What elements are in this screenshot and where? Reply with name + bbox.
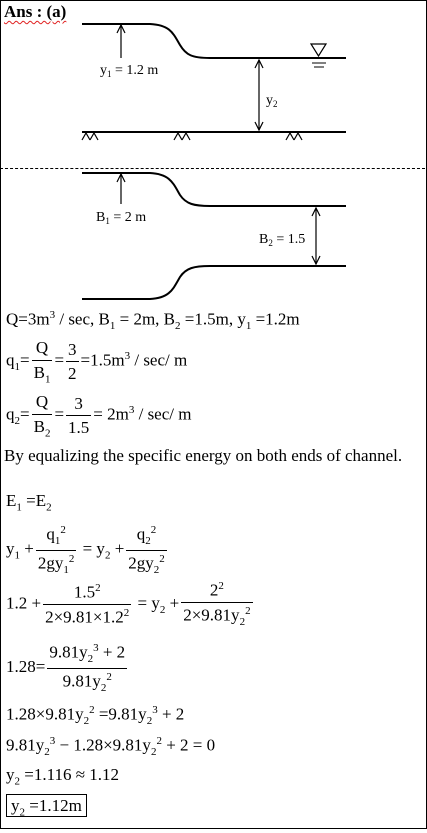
b1-arrow	[117, 174, 125, 204]
water-level-symbol-icon	[311, 44, 326, 67]
energy-balance: $E_1 =E_2$	[6, 491, 52, 514]
b1-label: $B_1 = 2$ m	[96, 210, 147, 226]
q2-equation: $q_2=$ $\frac{Q}{B_2}$ = $\frac{3}{1.5}$ = $2m^3 / \sec/$ m	[6, 392, 192, 439]
side-view-figure	[0, 0, 427, 168]
solution-value: $y_2 =1.116 \approx 1.12$	[6, 765, 120, 788]
y1-arrow	[117, 25, 125, 58]
y2-label: $y_2$	[266, 93, 278, 109]
b2-label: $B_2 = 1.5$	[259, 232, 306, 248]
bed-hatch-marks	[82, 133, 302, 140]
cubic-equation: $9.81y_2^3 - 1.28\times 9.81y_2^2 + 2 = 0$	[6, 735, 216, 759]
answer-label: Ans : (a)	[4, 2, 67, 21]
plan-view-figure	[0, 168, 427, 303]
explanation-text: By equalizing the specific energy on both ends of channel.	[4, 446, 403, 465]
q1-equation: $q_1=$ $\frac{Q}{B_1}$ = $\frac{3}{2}$ $=1.5m^3 / \sec/$ m	[6, 338, 188, 385]
specific-energy-equation: $y_1$ + $\frac{q_1^2}{2gy_1^2}$ = $y_2$ + $\frac{q_2^2}{2gy_2^2}$	[6, 524, 165, 576]
y2-arrow	[255, 60, 263, 130]
substitution-equation: 1.2 + $\frac{1.5^2}{2\times 9.81\times 1.2^2}$ = $y_2$ + $\frac{2^2}{2\times 9.81y_2^2}$	[6, 580, 251, 629]
b2-arrow	[312, 208, 320, 264]
cross-multiplied-equation: $1.28\times 9.81y_2^2 =9.81y_2^3 + 2$	[6, 704, 185, 728]
simplified-equation: 1.28= $\frac{9.81y_2^3 + 2}{9.81y_2^2}$	[6, 642, 126, 694]
bottom-bank-line	[82, 266, 346, 299]
given-values: $Q=3m^3 / \sec$, $B_1 = 2m$, $B_2 =1.5m$, $y_1 =1.2m$	[6, 309, 300, 333]
y1-label: $y_1 = 1.2$ m	[100, 63, 159, 79]
final-answer-box: $y_2 =1.12m$	[6, 797, 87, 818]
